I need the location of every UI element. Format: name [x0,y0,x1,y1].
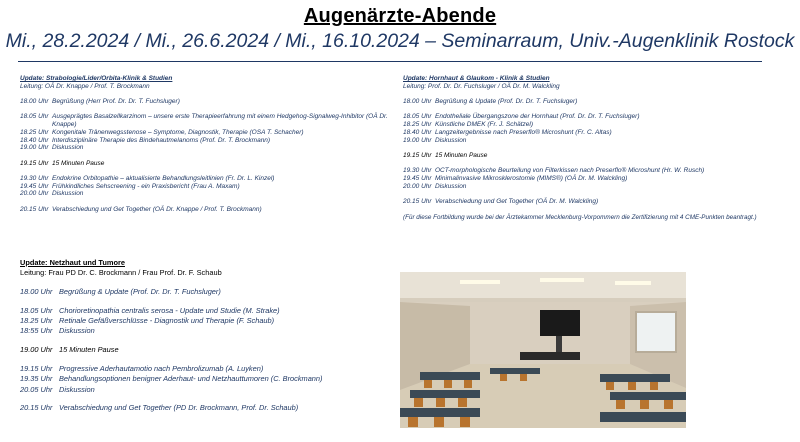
program-time: 20.00 Uhr [20,190,49,198]
section-lead: Leitung: Frau PD Dr. C. Brockmann / Frau Prof. Dr. F. Schaub [20,268,222,278]
program-topic: Künstliche DMEK (Fr. J. Schätzel) [435,121,534,129]
program-time: 19.45 Uhr [403,175,432,183]
program-topic: Interdisziplinäre Therapie des Bindehautmelanoms (Prof. Dr. T. Brockmann) [52,136,271,144]
program-item [20,183,390,191]
program-topic: Diskussion [52,144,84,152]
program-topic: Ausgeprägtes Basalzellkarzinom – unsere erste Therapieerfahrung mit einem Hedgehog-Signalweg-Inhibitor (OÄ Dr. Knappe) [52,113,388,129]
program-time: 18.25 Uhr [20,316,53,326]
program-topic: Diskussion [59,384,95,394]
program-item [403,183,793,191]
program-topic: OCT-morphologische Beurteilung von Filterkissen nach Preserflo® Microshunt (Hr. W. Rusch) [435,167,705,175]
program-topic: Minimalinvasive Mikrosklerostomie (MIMS®) (OÄ Dr. M. Walckling) [435,175,628,183]
program-topic: Verabschiedung und Get Together (PD Dr. Brockmann, Prof. Dr. Schaub) [59,403,299,413]
program-time: 20.15 Uhr [403,198,432,206]
seminar-room-photo [400,272,686,428]
program-item [20,374,395,384]
program-time: 19.35 Uhr [20,374,53,384]
program-item [403,198,793,206]
program-time: 19.00 Uhr [403,136,432,144]
program-topic: Diskussion [52,190,84,198]
section-lead: Leitung: Prof. Dr. Dr. Fuchsluger / OÄ Dr. M. Walckling [403,82,560,90]
program-topic: Retinale Gefäßverschlüsse - Diagnostik und Therapie (F. Schaub) [59,316,275,326]
program-topic: Diskussion [435,136,467,144]
program-time: 19.00 Uhr [20,144,49,152]
program-time: 18:55 Uhr [20,326,53,336]
divider [18,61,762,62]
program-topic: Verabschiedung und Get Together (OÄ Dr. M. Walckling) [435,198,599,206]
program-time: 20.05 Uhr [20,384,53,394]
program-item [20,190,390,198]
program-column-netzhaut [20,258,395,414]
program-time: 20.15 Uhr [20,403,53,413]
program-item [20,326,395,336]
program-time: 18.40 Uhr [20,136,49,144]
program-column-hornhaut [403,75,793,221]
program-item [20,385,395,395]
program-item [20,144,390,152]
program-item [403,113,793,121]
program-time: 18.05 Uhr [20,113,49,121]
cme-note: (Für diese Fortbildung wurde bei der Ärztekammer Mecklenburg-Vorpommern die Zertifizierung mit 4 CME-Punkten beantragt.) [403,213,757,221]
section-heading: Update: Netzhaut und Tumore [20,258,125,267]
program-topic: Begrüßung (Herr Prof. Dr. Dr. T. Fuchsluger) [52,98,180,106]
program-topic: Progressive Aderhautamotio nach Pembrolizumab (A. Luyken) [59,364,264,374]
program-column-strabologie [20,75,390,214]
section-lead: Leitung: OÄ Dr. Knappe / Prof. T. Brockmann [20,82,150,90]
program-time: 20.00 Uhr [403,182,432,190]
program-time: 18.00 Uhr [20,287,53,297]
program-item [20,287,395,297]
program-item [403,121,793,129]
program-time: 19.00 Uhr [20,345,53,355]
program-time: 19.15 Uhr [20,159,49,167]
program-time: 18.00 Uhr [403,98,432,106]
program-topic: Chorioretinopathia centralis serosa - Update und Studie (M. Strake) [59,305,280,315]
program-topic: Kongenitale Tränenwegsstenose – Symptome, Diagnostik, Therapie (OSA T. Schacher) [52,128,304,136]
program-topic: Endotheliale Übergangszone der Hornhaut (Prof. Dr. Dr. T. Fuchsluger) [435,113,640,121]
program-topic: Langzeitergebnisse nach Preserflo® Microshunt (Fr. C. Altas) [435,128,612,136]
page-subtitle: Mi., 28.2.2024 / Mi., 26.6.2024 / Mi., 16.10.2024 – Seminarraum, Univ.-Augenklinik Rostock [5,30,795,52]
program-topic: Diskussion [435,182,467,190]
program-time: 18.40 Uhr [403,128,432,136]
program-time: 20.15 Uhr [20,205,49,213]
program-time: 18.05 Uhr [20,305,53,315]
program-topic: Diskussion [59,326,95,336]
program-item [403,137,793,145]
program-rows [403,98,793,213]
program-topic: 15 Minuten Pause [52,159,105,167]
program-item [20,175,390,183]
program-time: 19.15 Uhr [403,151,432,159]
page-title: Augenärzte-Abende [303,5,497,27]
program-item [20,316,395,326]
program-time: 19.30 Uhr [403,167,432,175]
program-time: 18.05 Uhr [403,113,432,121]
program-topic: 15 Minuten Pause [435,151,488,159]
section-heading: Update: Strabologie/Lider/Orbita-Klinik & Studien [20,75,173,82]
program-item [20,345,395,355]
program-topic: Verabschiedung und Get Together (OÄ Dr. Knappe / Prof. T. Brockmann) [52,205,262,213]
program-item [20,364,395,374]
program-time: 18.25 Uhr [20,128,49,136]
program-rows [20,287,395,414]
program-item [20,403,395,413]
program-topic: Begrüßung & Update (Prof. Dr. Dr. T. Fuchsluger) [435,98,578,106]
program-item [20,137,390,145]
program-item [403,175,793,183]
section-heading: Update: Hornhaut & Glaukom - Klinik & Studien [403,75,550,82]
program-topic: 15 Minuten Pause [59,345,119,355]
program-rows [20,98,390,213]
program-time: 18.25 Uhr [403,121,432,129]
program-time: 18.00 Uhr [20,98,49,106]
program-item [20,306,395,316]
program-item [20,206,390,214]
program-item [403,129,793,137]
program-time: 19.15 Uhr [20,364,53,374]
program-item [20,160,390,168]
program-topic: Frühkindliches Sehscreening - ein Praxisbericht (Frau A. Maxam) [52,182,240,190]
program-item [20,98,390,106]
program-topic: Behandlungsoptionen benigner Aderhaut- und Netzhauttumoren (C. Brockmann) [59,374,323,384]
program-topic: Endokrine Orbitopathie – aktualisierte Behandlungsleitlinien (Fr. Dr. L. Kinzel) [52,175,275,183]
program-item [20,113,390,128]
program-item [403,98,793,106]
program-item [403,152,793,160]
program-item [403,167,793,175]
program-time: 19.45 Uhr [20,182,49,190]
program-topic: Begrüßung & Update (Prof. Dr. Dr. T. Fuchsluger) [59,287,221,297]
program-time: 19.30 Uhr [20,175,49,183]
program-item [20,129,390,137]
